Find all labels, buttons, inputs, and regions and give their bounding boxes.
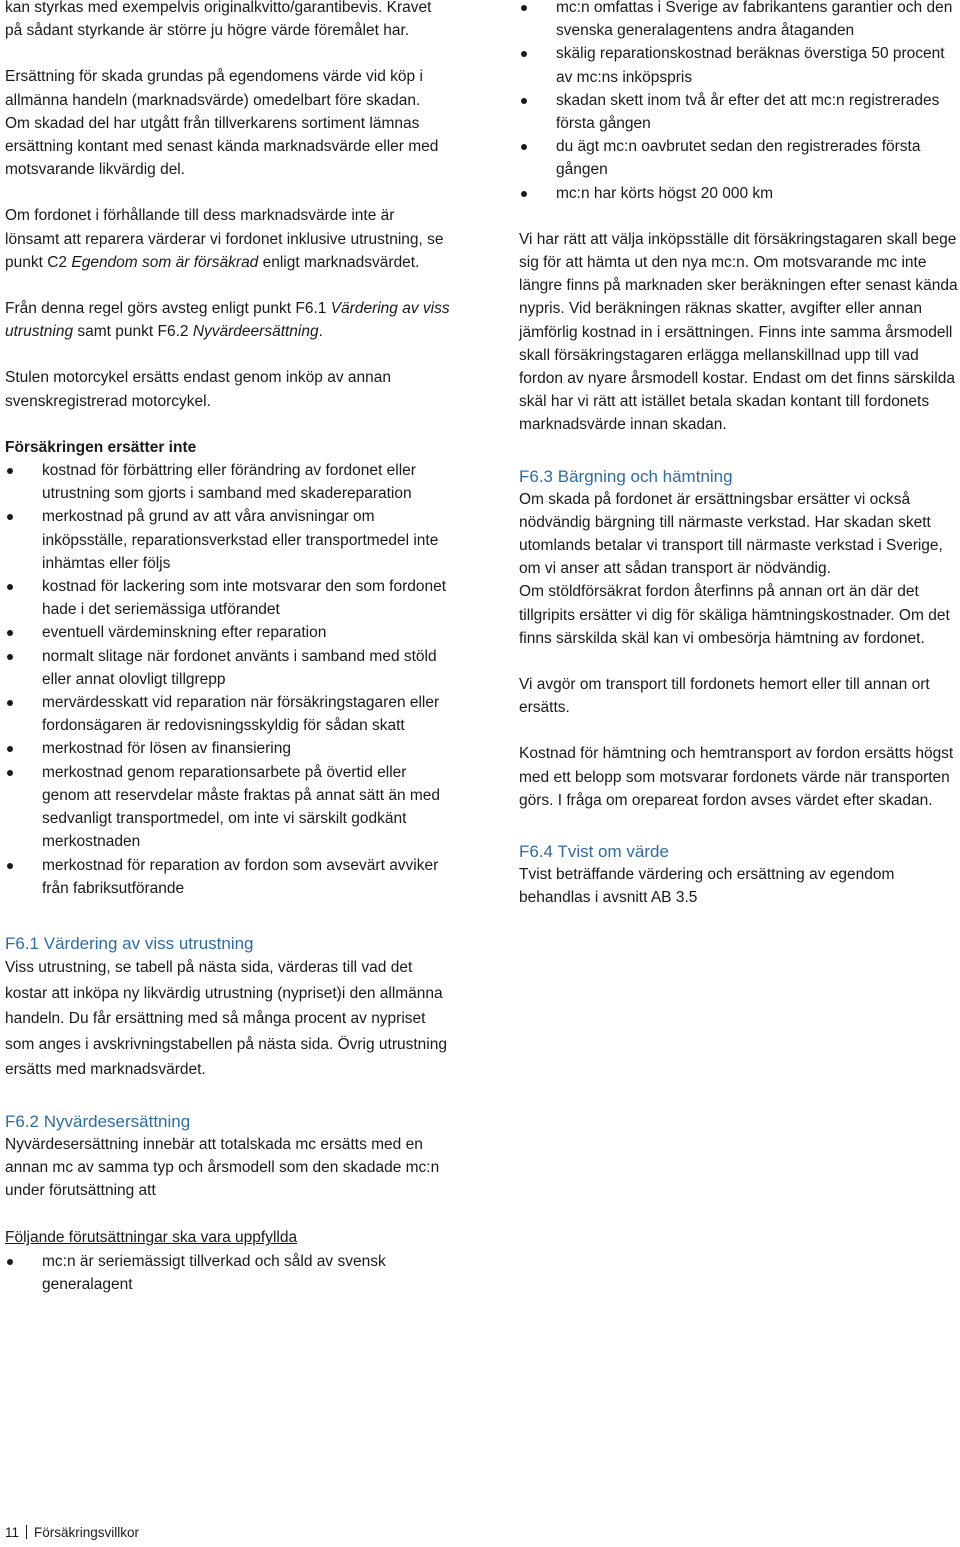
paragraph-not-profitable: Om fordonet i förhållande till dess marknadsvärde inte är lönsamt att reparera värderar vi fordonet inklusive utrustning, se punkt C2 Egendom som är försäkrad enligt marknadsvärdet. bbox=[5, 207, 444, 271]
conditions-list bbox=[5, 1250, 450, 1296]
paragraph-discontinued-part: Om skadad del har utgått från tillverkarens sortiment lämnas ersättning kontant med senast kända marknadsvärde eller med motsvarande likvärdig del. bbox=[5, 114, 439, 179]
paragraph-purchase-location: Vi har rätt att välja inköpsställe dit försäkringstagaren skall bege sig för att hämta ut den nya mc:n. Om motsvarande mc inte längre finns på marknaden sker beräkningen efter senast kända nypris. Vid beräkningen räknas skatter, avgifter eller annan jämförlig kostnad in i ersättningen. Finns inte samma årsmodell skall försäkringstagaren erlägga mellanskillnad upp till vad fordon av nyare årsmodell kostar. Endast om det finns särskilda skäl har vi rätt att istället betala skadan kontant till fordonets marknadsvärde innan skadan. bbox=[519, 230, 958, 434]
paragraph-market-value: Ersättning för skada grundas på egendomens värde vid köp i allmänna handeln (marknadsvärde) omedelbart före skadan. bbox=[5, 68, 423, 109]
paragraph-f61: Viss utrustning, se tabell på nästa sida, värderas till vad det kostar att inköpa ny likvärdig utrustning (nypriset)i den allmänna handeln. Du får ersättning med så många procent av nypriset som anges i avskrivningstabellen på nästa sida. Övrig utrustning ersätts med marknadsvärdet. bbox=[5, 958, 447, 1079]
list-item: normalt slitage när fordonet använts i samband med stöld eller annat olovligt tillgrepp bbox=[5, 645, 450, 691]
list-item: kostnad för lackering som inte motsvarar den som fordonet hade i det seriemässiga utförandet bbox=[5, 575, 450, 621]
conditions-heading: Följande förutsättningar ska vara uppfyllda bbox=[5, 1229, 298, 1247]
list-item: mc:n har körts högst 20 000 km bbox=[519, 182, 959, 205]
list-item: skadan skett inom två år efter det att mc:n registrerades första gången bbox=[519, 89, 959, 135]
footer-divider bbox=[26, 1525, 27, 1539]
paragraph-proof: kan styrkas med exempelvis originalkvitto/garantibevis. Kravet på sådant styrkande är större ju högre värde föremålet har. bbox=[5, 0, 432, 40]
paragraph-f64: Tvist beträffande värdering och ersättning av egendom behandlas i avsnitt AB 3.5 bbox=[519, 866, 895, 907]
paragraph-f63-transport: Vi avgör om transport till fordonets hemort eller till annan ort ersätts. bbox=[519, 676, 930, 717]
conditions-list-continued bbox=[519, 0, 959, 205]
list-item: mc:n är seriemässigt tillverkad och såld av svensk generalagent bbox=[5, 1250, 450, 1296]
section-heading-f62: F6.2 Nyvärdesersättning bbox=[5, 1111, 191, 1131]
list-item: merkostnad för lösen av finansiering bbox=[5, 737, 450, 760]
section-heading-f61: F6.1 Värdering av viss utrustning bbox=[5, 933, 254, 953]
paragraph-f63-towing: Om skada på fordonet är ersättningsbar ersätter vi också nödvändig bärgning till närmaste verkstad. Har skadan skett utomlands betalar vi transport till närmaste verkstad i Sverige, om vi anser att sådan transport är nödvändig. bbox=[519, 490, 943, 578]
list-item: kostnad för förbättring eller förändring av fordonet eller utrustning som gjorts i samband med skadereparation bbox=[5, 459, 450, 505]
list-item: merkostnad på grund av att våra anvisningar om inköpsställe, reparationsverkstad eller transportmedel inte inhämtas eller följs bbox=[5, 505, 450, 575]
list-item: skälig reparationskostnad beräknas överstiga 50 procent av mc:ns inköpspris bbox=[519, 42, 959, 88]
list-item: eventuell värdeminskning efter reparation bbox=[5, 621, 450, 644]
section-heading-f63: F6.3 Bärgning och hämtning bbox=[519, 466, 733, 486]
not-covered-heading: Försäkringen ersätter inte bbox=[5, 438, 197, 456]
paragraph-exception: Från denna regel görs avsteg enligt punkt F6.1 Värdering av viss utrustning samt punkt F6.2 Nyvärdeersättning. bbox=[5, 300, 450, 341]
list-item: du ägt mc:n oavbrutet sedan den registrerades första gången bbox=[519, 135, 959, 181]
paragraph-f63-retrieval: Om stöldförsäkrat fordon återfinns på annan ort än där det tillgripits ersätter vi dig för skäliga hämtningskostnader. Om det finns särskilda skäl kan vi ombesörja hämtning av fordonet. bbox=[519, 583, 950, 647]
footer-label: Försäkringsvillkor bbox=[34, 1525, 140, 1540]
list-item: merkostnad för reparation av fordon som avsevärt avviker från fabriksutförande bbox=[5, 854, 450, 900]
not-covered-list bbox=[5, 459, 450, 900]
list-item: mc:n omfattas i Sverige av fabrikantens garantier och den svenska generalagentens andra åtaganden bbox=[519, 0, 959, 42]
list-item: mervärdesskatt vid reparation när försäkringstagaren eller fordonsägaren är redovisningsskyldig för sådan skatt bbox=[5, 691, 450, 737]
section-heading-f64: F6.4 Tvist om värde bbox=[519, 842, 669, 862]
paragraph-f63-cost: Kostnad för hämtning och hemtransport av fordon ersätts högst med ett belopp som motsvarar fordonets värde när transporten görs. I fråga om orepareat fordon avses värdet efter skadan. bbox=[519, 745, 954, 809]
right-column bbox=[519, 0, 959, 910]
paragraph-stolen-motorcycle: Stulen motorcykel ersätts endast genom inköp av annan svenskregistrerad motorcykel. bbox=[5, 369, 392, 410]
list-item: merkostnad genom reparationsarbete på övertid eller genom att reservdelar måste fraktas på annat sätt än med sedvanligt transportmedel, om inte vi särskilt godkänt merkostnaden bbox=[5, 761, 450, 854]
left-column bbox=[5, 0, 450, 1296]
page-number: 11 bbox=[5, 1525, 20, 1540]
page-footer bbox=[5, 1525, 139, 1540]
paragraph-f62: Nyvärdesersättning innebär att totalskada mc ersätts med en annan mc av samma typ och årsmodell som den skadade mc:n under förutsättning att bbox=[5, 1135, 440, 1200]
